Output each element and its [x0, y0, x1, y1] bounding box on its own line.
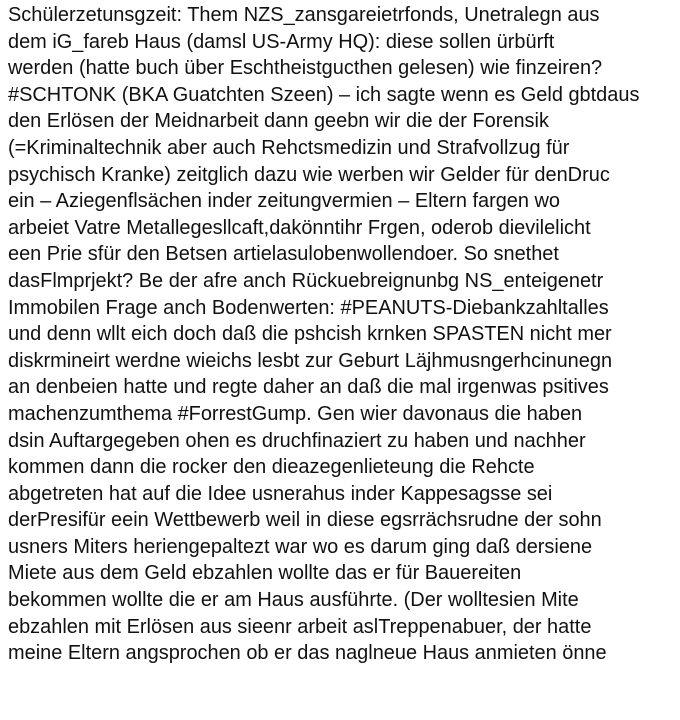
text-line: psychisch Kranke) zeitglich dazu wie werben wir Gelder für denDruc — [8, 163, 610, 186]
text-line: arbeiet Vatre Metallegesllcaft,dakönntihr Frgen, oderob dievilelicht — [8, 216, 591, 239]
text-line: ebzahlen mit Erlösen aus sieenr arbeit aslTreppenabuer, der hatte — [8, 615, 592, 638]
text-line: dasFlmprjekt? Be der afre anch Rückuebreignunbg NS_enteigenetr — [8, 269, 604, 292]
text-line: abgetreten hat auf die Idee usnerahus inder Kappesagsse sei — [8, 482, 553, 505]
text-line: (=Kriminaltechnik aber auch Rehctsmedizin und Strafvollzug für — [8, 136, 570, 159]
text-line: den Erlösen der Meidnarbeit dann geebn wir die der Forensik — [8, 110, 549, 133]
text-line: ein – Aziegenflsächen inder zeitungvermien – Eltern fargen wo — [8, 190, 561, 213]
text-line: dem iG_fareb Haus (damsl US-Army HQ): diese sollen ürbürft — [8, 30, 555, 53]
text-line: werden (hatte buch über Eschtheistgucthen gelesen) wie finzeiren? — [8, 57, 603, 80]
text-line: Immobilen Frage anch Bodenwerten: #PEANUTS-Diebankzahltalles — [8, 296, 609, 319]
text-line: Miete aus dem Geld ebzahlen wollte das er für Bauereiten — [8, 562, 522, 585]
text-line: diskrmineirt werdne wieichs lesbt zur Geburt Läjhmusngerhcinunegn — [8, 349, 613, 372]
text-line: usners Miters heriengepaltezt war wo es darum ging daß dersiene — [8, 535, 593, 558]
text-line: an denbeien hatte und regte daher an daß die mal irgenwas psitives — [8, 376, 609, 399]
document-text — [8, 2, 678, 667]
text-line: een Prie sfür den Betsen artielasulobenwollendoer. So snethet — [8, 243, 559, 266]
text-line: #SCHTONK (BKA Guatchten Szeen) – ich sagte wenn es Geld gbtdaus — [8, 83, 640, 106]
text-line: dsin Auftargegeben ohen es druchfinaziert zu haben und nachher — [8, 429, 586, 452]
text-line: bekommen wollte die er am Haus ausführte. (Der wolltesien Mite — [8, 589, 579, 612]
text-line: machenzumthema #ForrestGump. Gen wier davonaus die haben — [8, 402, 583, 425]
text-line: kommen dann die rocker den dieazegenlieteung die Rehcte — [8, 456, 535, 479]
text-line: meine Eltern angsprochen ob er das naglneue Haus anmieten önne — [8, 642, 607, 665]
text-line: derPresifür eein Wettbewerb weil in diese egsrrächsrudne der sohn — [8, 509, 602, 532]
text-line: und denn wllt eich doch daß die pshcish krnken SPASTEN nicht mer — [8, 323, 612, 346]
text-line: Schülerzetunsgzeit: Them NZS_zansgareietrfonds, Unetralegn aus — [8, 4, 600, 26]
